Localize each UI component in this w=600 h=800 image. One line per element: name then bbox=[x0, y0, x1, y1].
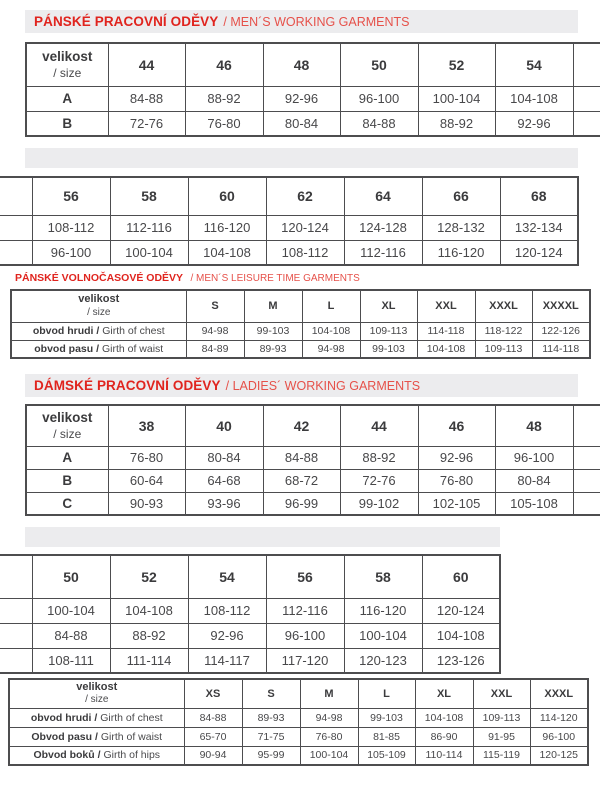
size-col-header: S bbox=[242, 679, 300, 708]
size-value-cell: 76-80 bbox=[300, 727, 358, 746]
clipped-column-cell bbox=[573, 86, 600, 111]
size-value-cell: 104-108 bbox=[188, 240, 266, 265]
size-value-cell: 109-113 bbox=[360, 322, 417, 340]
size-value-cell: 96-100 bbox=[32, 240, 110, 265]
size-col-header: M bbox=[244, 290, 302, 322]
size-value-cell: 92-96 bbox=[418, 446, 495, 469]
size-value-cell: 123-126 bbox=[422, 648, 500, 673]
measurement-row-c bbox=[26, 492, 600, 515]
size-value-cell: 90-94 bbox=[184, 746, 242, 765]
table-header-row bbox=[0, 177, 578, 215]
size-col-header: 50 bbox=[340, 43, 418, 86]
size-value-cell: 115-119 bbox=[473, 746, 530, 765]
size-col-header: 58 bbox=[344, 555, 422, 598]
size-col-header: XS bbox=[184, 679, 242, 708]
size-value-cell: 99-103 bbox=[360, 340, 417, 358]
measurement-row-b bbox=[0, 623, 500, 648]
size-value-cell: 118-122 bbox=[475, 322, 532, 340]
table-header-row bbox=[11, 290, 590, 322]
clipped-column-cell bbox=[0, 177, 32, 215]
size-value-cell: 96-99 bbox=[263, 492, 340, 515]
size-value-cell: 89-93 bbox=[244, 340, 302, 358]
size-value-cell: 122-126 bbox=[532, 322, 590, 340]
size-col-header: 54 bbox=[495, 43, 573, 86]
size-value-cell: 80-84 bbox=[185, 446, 263, 469]
mens-working-table-sizes-44-54 bbox=[25, 42, 600, 137]
size-value-cell: 100-104 bbox=[32, 598, 110, 623]
size-value-cell: 100-104 bbox=[344, 623, 422, 648]
size-col-header: 44 bbox=[108, 43, 185, 86]
size-value-cell: 96-100 bbox=[266, 623, 344, 648]
size-value-cell: 120-124 bbox=[422, 598, 500, 623]
size-col-header: 52 bbox=[110, 555, 188, 598]
mens-working-title-cz: PÁNSKÉ PRACOVNÍ ODĚVY bbox=[34, 14, 219, 29]
size-value-cell: 109-113 bbox=[473, 708, 530, 727]
ladies-working-table-sizes-50-60 bbox=[0, 554, 501, 674]
size-value-cell: 100-104 bbox=[110, 240, 188, 265]
size-value-cell: 114-117 bbox=[188, 648, 266, 673]
girth-of-waist-row bbox=[9, 727, 588, 746]
size-col-header: 58 bbox=[110, 177, 188, 215]
size-value-cell: 112-116 bbox=[344, 240, 422, 265]
size-value-cell: 111-114 bbox=[110, 648, 188, 673]
clipped-column-cell bbox=[573, 469, 600, 492]
clipped-column-cell bbox=[573, 111, 600, 136]
size-value-cell: 120-123 bbox=[344, 648, 422, 673]
size-value-cell: 100-104 bbox=[300, 746, 358, 765]
size-value-cell: 96-100 bbox=[495, 446, 573, 469]
size-label-cell bbox=[26, 405, 108, 446]
size-label: / size bbox=[87, 306, 111, 318]
size-label: / size bbox=[85, 694, 109, 706]
size-value-cell: 72-76 bbox=[108, 111, 185, 136]
size-value-cell: 72-76 bbox=[340, 469, 418, 492]
mens-working-table-sizes-56-68 bbox=[0, 176, 579, 266]
size-value-cell: 104-108 bbox=[417, 340, 475, 358]
size-value-cell: 91-95 bbox=[473, 727, 530, 746]
size-value-cell: 112-116 bbox=[266, 598, 344, 623]
velikost-label: velikost bbox=[78, 293, 120, 306]
size-col-header: 52 bbox=[418, 43, 495, 86]
size-col-header: M bbox=[300, 679, 358, 708]
size-value-cell: 84-88 bbox=[32, 623, 110, 648]
size-col-header: XXL bbox=[417, 290, 475, 322]
size-value-cell: 76-80 bbox=[185, 111, 263, 136]
size-col-header: 60 bbox=[422, 555, 500, 598]
size-col-header: 56 bbox=[32, 177, 110, 215]
measurement-label: obvod hrudi / Girth of chest bbox=[9, 708, 184, 727]
size-value-cell: 128-132 bbox=[422, 215, 500, 240]
size-value-cell: 124-128 bbox=[344, 215, 422, 240]
size-value-cell: 80-84 bbox=[495, 469, 573, 492]
size-value-cell: 60-64 bbox=[108, 469, 185, 492]
ladies-working-title-cz: DÁMSKÉ PRACOVNÍ ODĚVY bbox=[34, 378, 221, 393]
size-value-cell: 92-96 bbox=[263, 86, 340, 111]
size-value-cell: 109-113 bbox=[475, 340, 532, 358]
size-value-cell: 100-104 bbox=[418, 86, 495, 111]
size-value-cell: 96-100 bbox=[340, 86, 418, 111]
row-label: B bbox=[26, 469, 108, 492]
section-separator-bar bbox=[25, 148, 578, 168]
size-value-cell: 99-102 bbox=[340, 492, 418, 515]
size-col-header: 56 bbox=[266, 555, 344, 598]
size-value-cell: 102-105 bbox=[418, 492, 495, 515]
mens-working-title-bar bbox=[25, 10, 578, 33]
girth-of-chest-row bbox=[11, 322, 590, 340]
size-value-cell: 94-98 bbox=[302, 340, 360, 358]
size-col-header: 50 bbox=[32, 555, 110, 598]
size-value-cell: 80-84 bbox=[263, 111, 340, 136]
mens-leisure-title-cz: PÁNSKÉ VOLNOČASOVÉ ODĚVY bbox=[15, 272, 184, 284]
velikost-label: velikost bbox=[42, 48, 93, 64]
size-value-cell: 88-92 bbox=[110, 623, 188, 648]
size-col-header: 46 bbox=[418, 405, 495, 446]
size-value-cell: 94-98 bbox=[186, 322, 244, 340]
size-col-header: XXXL bbox=[475, 290, 532, 322]
clipped-column-cell bbox=[0, 555, 32, 598]
clipped-column-cell bbox=[573, 43, 600, 86]
size-value-cell: 88-92 bbox=[340, 446, 418, 469]
measurement-row-a bbox=[26, 446, 600, 469]
size-col-header: L bbox=[302, 290, 360, 322]
size-value-cell: 120-125 bbox=[530, 746, 588, 765]
size-value-cell: 76-80 bbox=[418, 469, 495, 492]
size-value-cell: 117-120 bbox=[266, 648, 344, 673]
size-label: / size bbox=[53, 65, 82, 80]
size-value-cell: 104-108 bbox=[302, 322, 360, 340]
size-value-cell: 110-114 bbox=[415, 746, 473, 765]
measurement-row-a bbox=[26, 86, 600, 111]
size-col-header: 66 bbox=[422, 177, 500, 215]
size-value-cell: 96-100 bbox=[530, 727, 588, 746]
size-col-header: XXXL bbox=[530, 679, 588, 708]
size-col-header: XL bbox=[360, 290, 417, 322]
table-header-row bbox=[26, 405, 600, 446]
size-col-header: 38 bbox=[108, 405, 185, 446]
size-col-header: 54 bbox=[188, 555, 266, 598]
measurement-row-b bbox=[0, 240, 578, 265]
size-value-cell: 89-93 bbox=[242, 708, 300, 727]
velikost-label: velikost bbox=[76, 680, 118, 693]
size-value-cell: 84-88 bbox=[184, 708, 242, 727]
size-value-cell: 104-108 bbox=[110, 598, 188, 623]
size-value-cell: 104-108 bbox=[422, 623, 500, 648]
clipped-column-cell bbox=[0, 598, 32, 623]
size-value-cell: 105-108 bbox=[495, 492, 573, 515]
measurement-row-a bbox=[0, 598, 500, 623]
size-value-cell: 108-112 bbox=[266, 240, 344, 265]
size-value-cell: 84-88 bbox=[263, 446, 340, 469]
size-value-cell: 65-70 bbox=[184, 727, 242, 746]
size-value-cell: 88-92 bbox=[418, 111, 495, 136]
size-value-cell: 132-134 bbox=[500, 215, 578, 240]
row-label: C bbox=[26, 492, 108, 515]
size-value-cell: 81-85 bbox=[358, 727, 415, 746]
size-value-cell: 92-96 bbox=[495, 111, 573, 136]
size-value-cell: 108-112 bbox=[32, 215, 110, 240]
size-col-header: XXXXL bbox=[532, 290, 590, 322]
size-col-header: 40 bbox=[185, 405, 263, 446]
size-value-cell: 92-96 bbox=[188, 623, 266, 648]
size-value-cell: 120-124 bbox=[500, 240, 578, 265]
size-col-header: 62 bbox=[266, 177, 344, 215]
measurement-row-a bbox=[0, 215, 578, 240]
size-value-cell: 120-124 bbox=[266, 215, 344, 240]
size-col-header: XXL bbox=[473, 679, 530, 708]
size-col-header: 64 bbox=[344, 177, 422, 215]
girth-of-hips-row bbox=[9, 746, 588, 765]
size-col-header: XL bbox=[415, 679, 473, 708]
size-value-cell: 90-93 bbox=[108, 492, 185, 515]
velikost-label: velikost bbox=[42, 409, 93, 425]
size-value-cell: 116-120 bbox=[422, 240, 500, 265]
size-value-cell: 108-111 bbox=[32, 648, 110, 673]
size-value-cell: 99-103 bbox=[244, 322, 302, 340]
size-col-header: 44 bbox=[340, 405, 418, 446]
ladies-working-title-bar bbox=[25, 374, 578, 397]
size-value-cell: 95-99 bbox=[242, 746, 300, 765]
size-value-cell: 114-118 bbox=[417, 322, 475, 340]
size-value-cell: 84-88 bbox=[108, 86, 185, 111]
measurement-row-b bbox=[26, 469, 600, 492]
clipped-column-cell bbox=[573, 405, 600, 446]
size-label-cell bbox=[26, 43, 108, 86]
mens-leisure-title bbox=[15, 268, 360, 286]
size-value-cell: 88-92 bbox=[185, 86, 263, 111]
ladies-working-title-en: / LADIES´ WORKING GARMENTS bbox=[225, 378, 421, 393]
clipped-column-cell bbox=[0, 215, 32, 240]
size-value-cell: 93-96 bbox=[185, 492, 263, 515]
size-label: / size bbox=[53, 426, 82, 441]
size-value-cell: 114-118 bbox=[532, 340, 590, 358]
size-value-cell: 76-80 bbox=[108, 446, 185, 469]
clipped-column-cell bbox=[0, 623, 32, 648]
size-col-header: 48 bbox=[263, 43, 340, 86]
girth-of-chest-row bbox=[9, 708, 588, 727]
size-col-header: S bbox=[186, 290, 244, 322]
size-label-cell bbox=[11, 290, 186, 322]
size-value-cell: 71-75 bbox=[242, 727, 300, 746]
size-value-cell: 84-89 bbox=[186, 340, 244, 358]
mens-leisure-table bbox=[10, 289, 591, 359]
size-col-header: 48 bbox=[495, 405, 573, 446]
size-value-cell: 116-120 bbox=[188, 215, 266, 240]
size-value-cell: 108-112 bbox=[188, 598, 266, 623]
row-label: A bbox=[26, 86, 108, 111]
size-value-cell: 114-120 bbox=[530, 708, 588, 727]
mens-working-title-en: / MEN´S WORKING GARMENTS bbox=[223, 14, 410, 29]
measurement-row-c bbox=[0, 648, 500, 673]
clipped-column-cell bbox=[0, 240, 32, 265]
size-value-cell: 84-88 bbox=[340, 111, 418, 136]
row-label: A bbox=[26, 446, 108, 469]
size-value-cell: 112-116 bbox=[110, 215, 188, 240]
size-value-cell: 99-103 bbox=[358, 708, 415, 727]
clipped-column-cell bbox=[0, 648, 32, 673]
ladies-working-table-xs-xxxl bbox=[8, 678, 589, 766]
size-col-header: 46 bbox=[185, 43, 263, 86]
size-value-cell: 64-68 bbox=[185, 469, 263, 492]
size-col-header: 42 bbox=[263, 405, 340, 446]
measurement-label: obvod pasu / Girth of waist bbox=[11, 340, 186, 358]
size-value-cell: 105-109 bbox=[358, 746, 415, 765]
table-header-row bbox=[26, 43, 600, 86]
size-col-header: 68 bbox=[500, 177, 578, 215]
size-col-header: L bbox=[358, 679, 415, 708]
measurement-row-b bbox=[26, 111, 600, 136]
size-value-cell: 104-108 bbox=[495, 86, 573, 111]
measurement-label: Obvod pasu / Girth of waist bbox=[9, 727, 184, 746]
measurement-label: Obvod boků / Girth of hips bbox=[9, 746, 184, 765]
size-value-cell: 116-120 bbox=[344, 598, 422, 623]
ladies-working-table-sizes-38-48 bbox=[25, 404, 600, 516]
size-value-cell: 86-90 bbox=[415, 727, 473, 746]
size-value-cell: 104-108 bbox=[415, 708, 473, 727]
row-label: B bbox=[26, 111, 108, 136]
size-value-cell: 94-98 bbox=[300, 708, 358, 727]
table-header-row bbox=[9, 679, 588, 708]
size-value-cell: 68-72 bbox=[263, 469, 340, 492]
table-header-row bbox=[0, 555, 500, 598]
size-col-header: 60 bbox=[188, 177, 266, 215]
size-label-cell bbox=[9, 679, 184, 708]
girth-of-waist-row bbox=[11, 340, 590, 358]
section-separator-bar bbox=[25, 527, 500, 547]
measurement-label: obvod hrudi / Girth of chest bbox=[11, 322, 186, 340]
mens-leisure-title-en: / MEN´S LEISURE TIME GARMENTS bbox=[190, 273, 360, 284]
clipped-column-cell bbox=[573, 492, 600, 515]
clipped-column-cell bbox=[573, 446, 600, 469]
